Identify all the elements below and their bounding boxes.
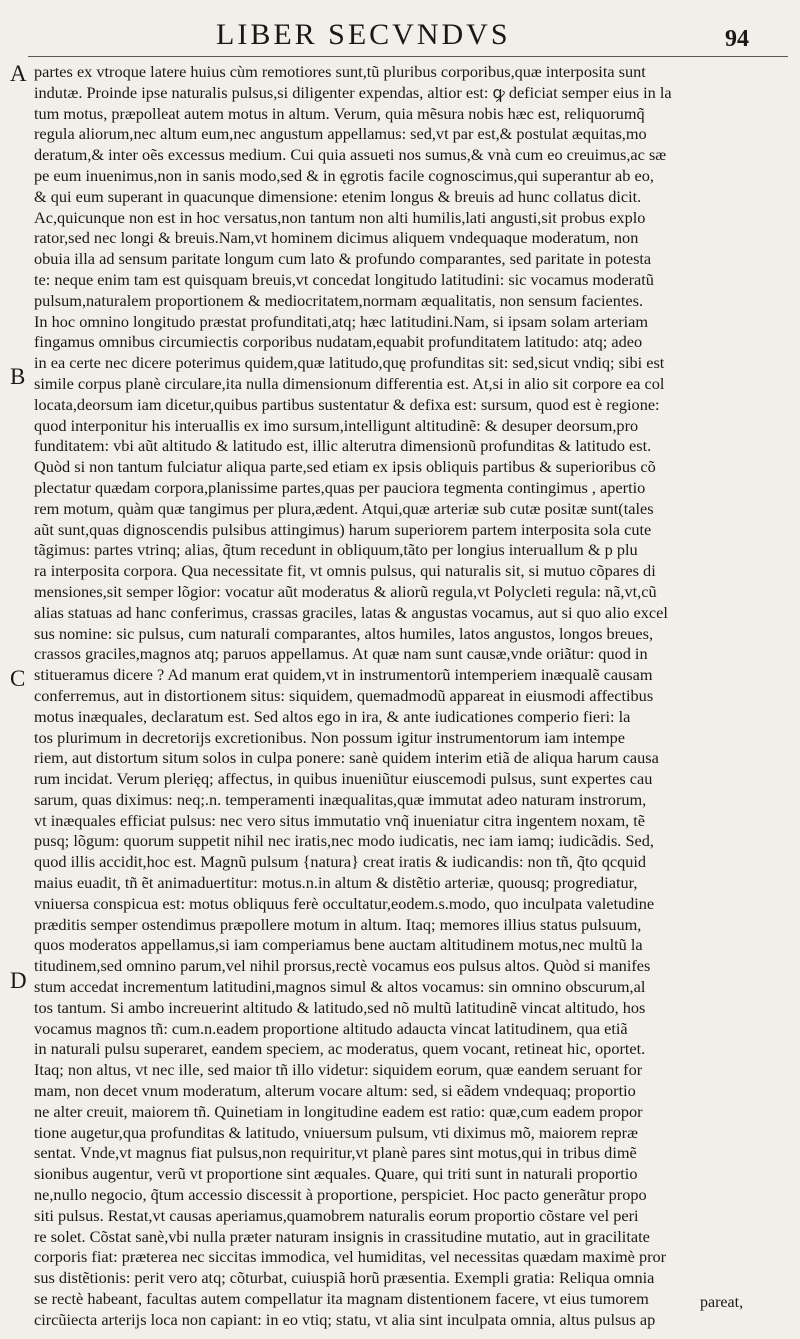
text-line: motus inæquales, declaratum est. Sed altos ego in ira, & ante iudicationes comperio fieri: la	[34, 706, 631, 726]
page-number: 94	[725, 26, 749, 52]
text-line: ra interposita corpora. Qua necessitate fit, vt omnis pulsus, qui naturalis sit, si mutuo cõpares di	[34, 561, 656, 581]
text-line: Ac,quicunque non est in hoc versatus,non tantum non alti humilis,lati angusti,sit probus explo	[34, 207, 646, 227]
text-line: regula aliorum,nec altum eum,nec angustum appellamus: sed,vt par est,& postulat æquitas,mo	[34, 124, 647, 144]
text-line: fingamus omnibus circumiectis corporibus nudatam,equabit profunditatem latitudo: atq; adeo	[34, 332, 643, 352]
text-line: crassos graciles,magnos atq; paruos appellamus. At quæ nam sunt causæ,vnde oriãtur: quod in	[34, 644, 648, 664]
text-line: tum motus, præpolleat autem motus in altum. Verum, quia mẽsura nobis hæc est, reliquorumq̃	[34, 103, 645, 123]
running-head	[0, 18, 800, 58]
text-line: deratum,& inter oẽs excessus medium. Cui quia assueti nos sumus,& vnà cum eo creuimus,ac sæ	[34, 145, 667, 165]
text-line: tos plurimum in decretorijs excretionibus. Non possum igitur instrumentorum iam intempe	[34, 727, 626, 747]
text-line: partes ex vtroque latere huius cùm remotiores sunt,tũ pluribus corporibus,quæ interposita sunt	[34, 62, 646, 81]
text-line: vocamus magnos tñ: cum.n.eadem proportione altitudo adaucta vincat latitudinem, qua etiã	[34, 1018, 628, 1038]
text-line: rator,sed nec longi & breuis.Nam,vt hominem dicimus aliquem vndequaque moderatum, non	[34, 228, 639, 248]
text-line: rem motum, quàm quæ tangimus per plura,ædent. Atqui,quæ arteriæ sub cutæ positæ sunt(tales	[34, 498, 654, 518]
text-line: circũiecta arterijs loca non capiant: in eo vtiq; statu, vt alia sint inculpata omnia, altus pulsus ap	[34, 1309, 656, 1329]
text-line: pusq; lõgum: quorum suppetit nihil nec iratis,nec modo iudicatis, nec iam iamq; iudicãdis. Sed,	[34, 831, 654, 851]
text-line: indutæ. Proinde ipse naturalis pulsus,si diligenter expendas, altior est: ꝙ deficiat semper eius in la	[34, 82, 672, 102]
text-line: vt inæquales efficiat pulsus: nec vero situs immutatio vnq̃ inueniatur citra ingentem noxam, tẽ	[34, 810, 646, 830]
text-line: stitueramus dicere ? Ad manum erat quidem,vt in instrumentorũ intemperiem inæqualẽ causam	[34, 665, 653, 685]
text-line: stum accedat incrementum latitudini,magnos simul & altos vocamus: sin omnino obscurum,al	[34, 977, 646, 997]
text-line: tãgimus: partes vtrinq; alias, q̃tum recedunt in obliquum,tãto per longius interuallum & p plu	[34, 540, 638, 560]
header-rule	[28, 56, 788, 57]
text-line: se rectè habeant, facultas autem compellatur ita magnam distentionem facere, vt eius tumorem	[34, 1289, 649, 1309]
text-line: maius euadit, tñ ẽt animaduertitur: motus.n.in altum & distẽtio arteriæ, quousq; progrediatur,	[34, 873, 638, 893]
text-line: obuia illa ad sensum paritate longum cum lato & profundo comparantes, sed paritate in potesta	[34, 249, 652, 269]
text-line: sentat. Vnde,vt magnus fiat pulsus,non requiritur,vt planè pares sint motus,qui in tribus dimẽ	[34, 1143, 637, 1163]
margin-letter-c: C	[10, 666, 26, 691]
margin-letter-a: A	[10, 61, 27, 86]
text-line: re solet. Cõstat sanè,vbi nulla præter naturam insignis in crassitudine mutatio, aut in gracilitate	[34, 1226, 650, 1246]
text-line: plectatur quædam corpora,planissime partes,quas per pauciora tegmenta contingimus , apertio	[34, 477, 646, 497]
text-line: in ea certe nec dicere poterimus quidem,quæ latitudo,quę profunditas sit: sed,sicut vndiq; sibi est	[34, 353, 665, 373]
text-line: sus distẽtionis: perit vero atq; cõturbat, cuiuspiã horũ præsentia. Exempli gratia: Reliqua omnia	[34, 1268, 655, 1288]
margin-letter-b: B	[10, 364, 26, 389]
text-line: ne,nullo negocio, q̃tum accessio discessit à proportione, perspiciet. Hoc pacto generãtur propo	[34, 1185, 647, 1205]
body-text	[34, 62, 774, 1331]
text-line: corporis fiat: præterea nec siccitas immodica, vel humiditas, vel necessitas quædam maximè pror	[34, 1247, 667, 1267]
text-line: mensiones,sit semper lõgior: vocatur aũt moderatus & aliorũ regula,vt Polycleti regula: nã,vt,cũ	[34, 581, 657, 601]
text-line: titudinem,sed omnino parum,vel nihil prorsus,rectè vocamus eos pulsus altos. Quòd si manifes	[34, 956, 651, 976]
text-line: te: neque enim tam est quisquam breuis,vt concedat longitudo latitudini: sic vocamus moderatũ	[34, 269, 654, 289]
text-line: tos tantum. Si ambo increuerint altitudo & latitudo,sed nõ multũ latitudinẽ vincat altitudo, hos	[34, 997, 646, 1017]
running-title: LIBER SECVNDVS	[216, 18, 511, 51]
text-line: & qui eum superant in quacunque dimensione: etenim longus & breuis ad hunc collatus dicit.	[34, 186, 642, 206]
text-line: quod interponitur his interuallis ex imo sursum,intelligunt altitudinẽ: & desuper deorsum,pro	[34, 415, 639, 435]
text-line: sarum, quas diximus: neq;.n. temperamenti inæqualitas,quæ immutat adeo naturam instrorum,	[34, 789, 647, 809]
text-line: conferremus, aut in distortionem situs: siquidem, quemadmodũ appareat in eiusmodi affectibus	[34, 685, 654, 705]
margin-section-letters	[10, 62, 34, 1262]
text-line: rum incidat. Verum plerięq; affectus, in quibus inueniũtur eiuscemodi pulsus, sunt expertes cau	[34, 769, 653, 789]
margin-letter-d: D	[10, 968, 27, 993]
text-line: aũt sunt,quas dignoscendis pulsibus attingimus) harum superiorem partem interposita sola cute	[34, 519, 652, 539]
catchword: pareat,	[700, 1294, 744, 1311]
text-line: Itaq; non altus, vt nec ille, sed maior tñ illo videtur: siquidem eorum, quæ eandem seruant for	[34, 1060, 643, 1080]
text-line: In hoc omnino longitudo præstat profunditati,atq; hæc latitudini.Nam, si ipsam solam arteriam	[34, 311, 649, 331]
text-line: in naturali pulsu superaret, eandem speciem, ac moderatus, quem vocant, retineat hic, oportet.	[34, 1039, 646, 1059]
text-line: quos moderatos appellamus,si iam comperiamus bene auctam altitudinem motus,nec multũ la	[34, 935, 643, 955]
text-line: tione augetur,qua profunditas & latitudo, vniuersum pulsum, vti diximus mõ, maiorem repræ	[34, 1122, 638, 1142]
text-line: vniuersa conspicua est: motus obliquus ferè occultatur,eodem.s.modo, quo inculpata valetudine	[34, 893, 655, 913]
text-line: quod illis accidit,hoc est. Magnũ pulsum {natura} creat iratis & iudicandis: non tñ, q̃to qcquid	[34, 852, 647, 872]
text-line: ne alter creuit, maiorem tñ. Quinetiam in longitudine eadem est ratio: quæ,cum eadem propor	[34, 1101, 643, 1121]
text-line: simile corpus planè circulare,ita nulla dimensionum differentia est. At,si in alio sit corpore ea col	[34, 373, 665, 393]
text-line: locata,deorsum iam dicetur,quibus partibus sustentatur & defixa est: sursum, quod est è regione:	[34, 394, 660, 414]
text-line: mam, non decet vnum moderatum, alterum vocare altum: sed, si eãdem vndequaq; proportio	[34, 1081, 636, 1101]
text-line: pulsum,naturalem proportionem & mediocritatem,normam æqualitatis, non sensum facientes.	[34, 290, 644, 310]
text-line: sionibus augentur, verũ vt proportione sint æquales. Quare, qui triti sunt in naturali proportio	[34, 1164, 638, 1184]
text-line: præditis semper ostendimus præpollere motum in altum. Itaq; memores illius status pulsuum,	[34, 914, 642, 934]
text-line: siti pulsus. Restat,vt causas aperiamus,quamobrem naturalis eorum proportio cõstare vel peri	[34, 1205, 639, 1225]
text-line: Quòd si non tantum fulciatur aliqua parte,sed etiam ex ipsis obliquis partibus & superioribus cõ	[34, 457, 656, 477]
text-line: pe eum inuenimus,non in sanis modo,sed & in ęgrotis facile cognoscimus,qui superantur ab eo,	[34, 165, 654, 185]
text-line: alias statuas ad hanc conferimus, crassas graciles, latas & angustas vocamus, aut si quo alio excel	[34, 602, 668, 622]
text-line: riem, aut distortum situm solos in culpa ponere: sanè quidem interim etiã de aliqua harum causa	[34, 748, 659, 768]
text-line: sus nomine: sic pulsus, cum naturali comparantes, altos humiles, latos angustos, longos breues,	[34, 623, 654, 643]
text-line: funditatem: vbi aũt altitudo & latitudo est, illic alterutra dimensionũ profunditas & latitudo est.	[34, 436, 652, 456]
